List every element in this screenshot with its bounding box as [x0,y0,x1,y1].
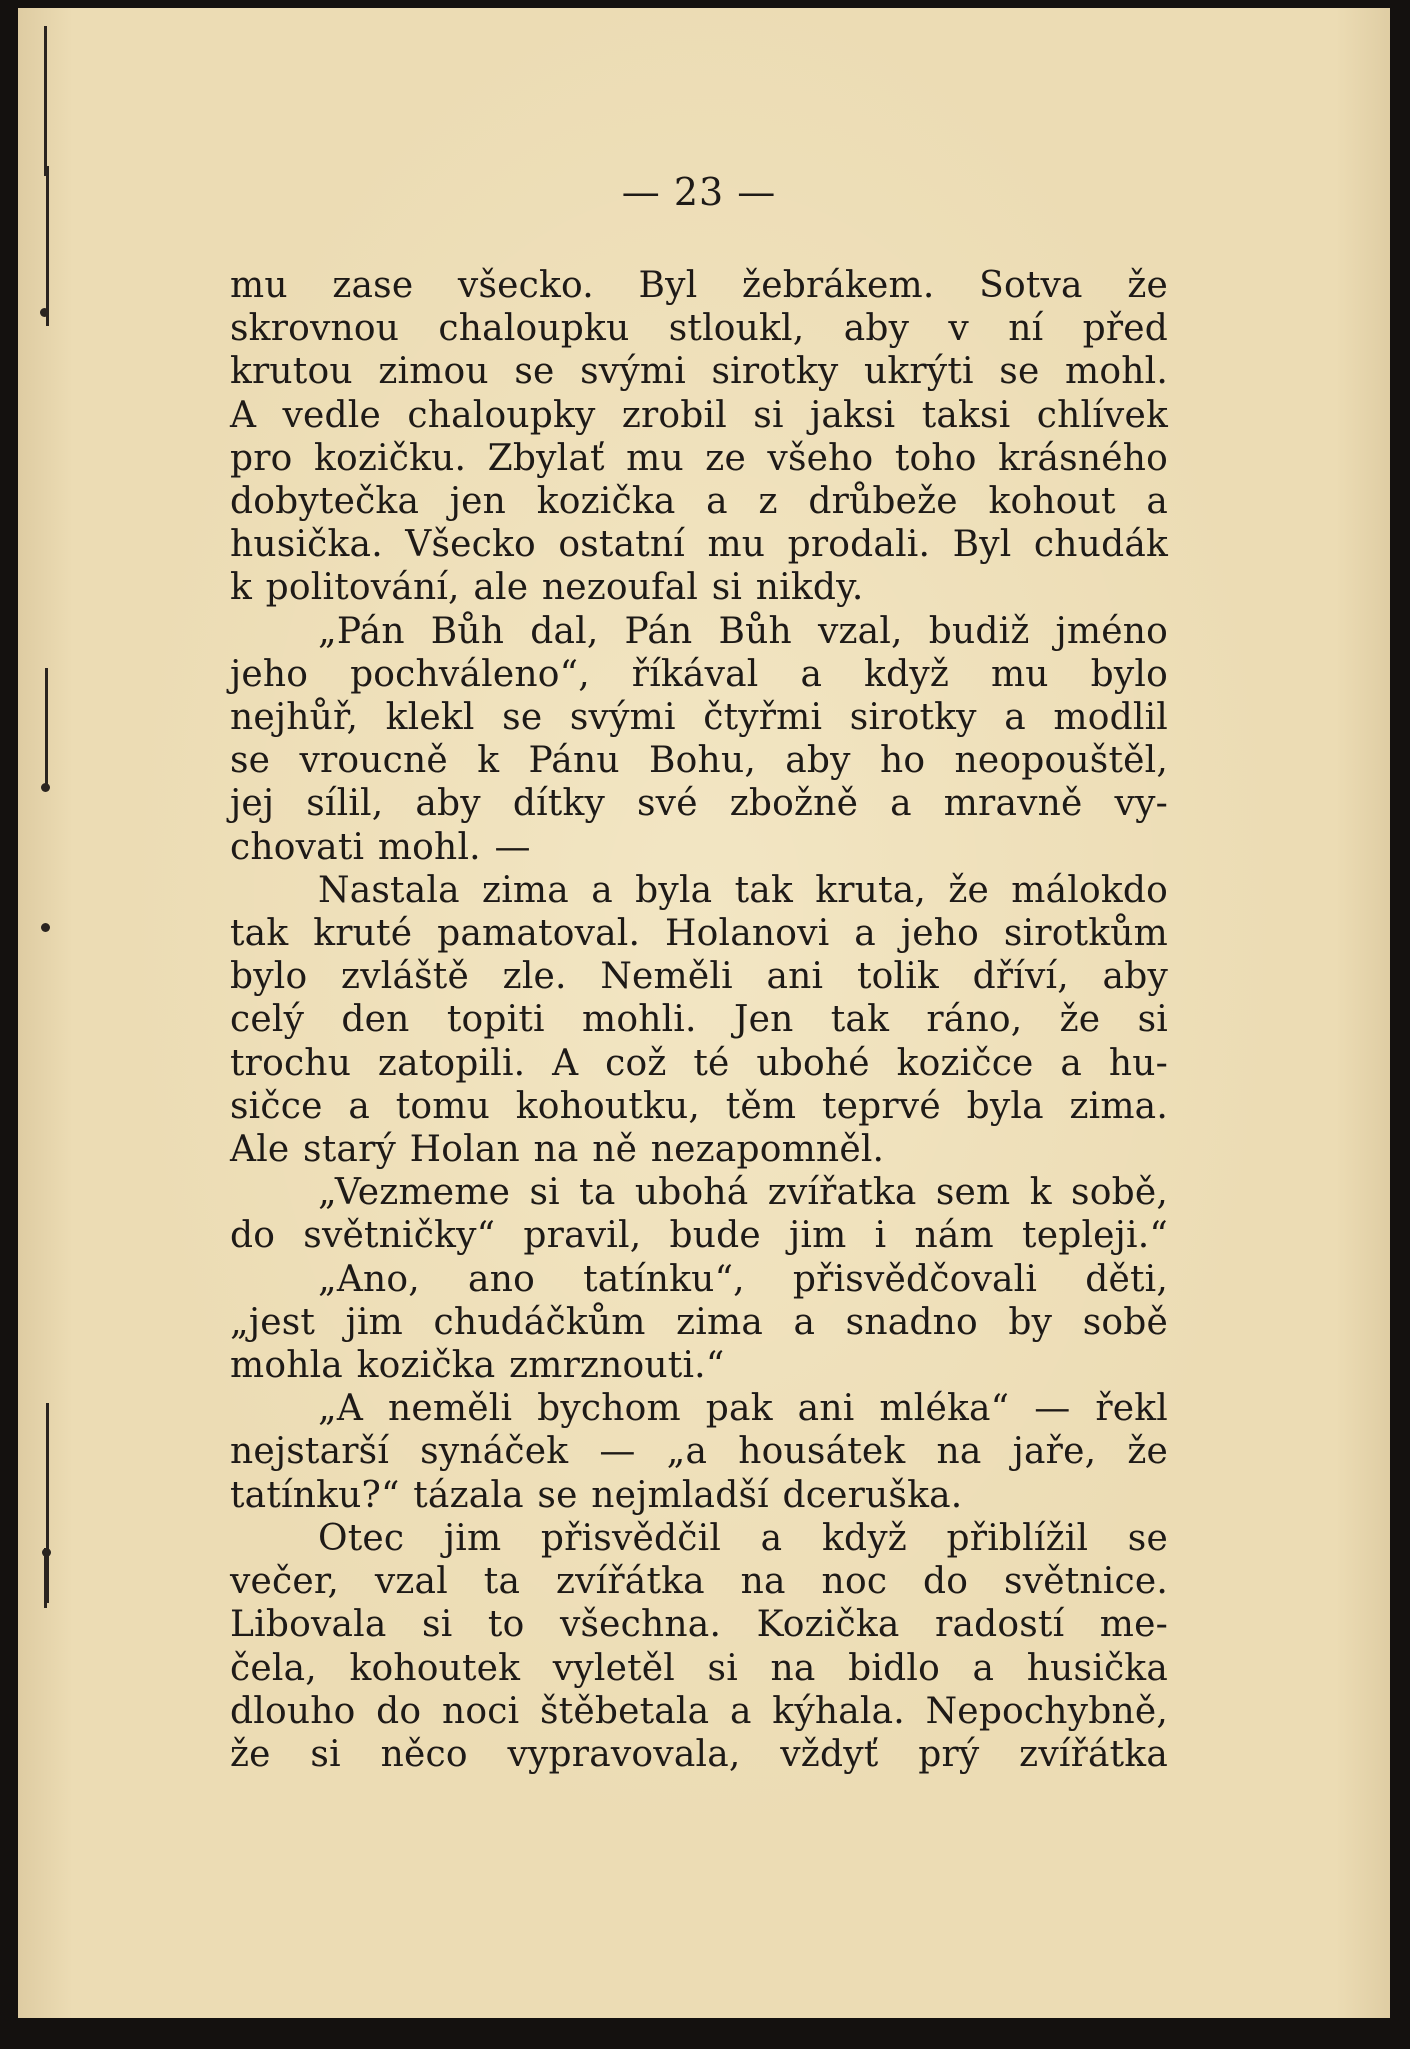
text-line: dobytečka jen kozička a z drůbeže kohout a [230,481,1168,523]
text-line: nejhůř, klekl se svými čtyřmi sirotky a modlil [230,697,1168,739]
text-line: celý den topiti mohli. Jen tak ráno, že si [230,999,1168,1041]
text-line: Otec jim přisvědčil a když přiblížil se [318,1517,1168,1559]
text-line: Nastala zima a byla tak kruta, že málokdo [318,869,1168,911]
text-line: mohla kozička zmrznouti.“ [230,1345,725,1387]
text-line: husička. Všecko ostatní mu prodali. Byl chudák [230,524,1168,566]
text-line: že si něco vypravovala, vždyť prý zvířátka [230,1733,1168,1775]
binding-mark [41,923,50,932]
text-line: krutou zimou se svými sirotky ukrýti se mohl. [230,351,1168,393]
text-block [230,168,1168,1776]
text-line: mu zase všecko. Byl žebrákem. Sotva že [230,265,1168,306]
text-line: „Vezmeme si ta ubohá zvířatka sem k sobě, [318,1172,1168,1214]
paper-sheet [18,8,1390,2018]
binding-mark [40,308,49,317]
text-line: do světničky“ pravil, bude jim i nám tepleji.“ [230,1215,1168,1257]
text-line: „jest jim chudáčkům zima a snadno by sobě [230,1301,1168,1343]
text-line: trochu zatopili. A což té ubohé kozičce a hu- [230,1042,1168,1084]
binding-thread [46,166,49,326]
text-line: „A neměli bychom pak ani mléka“ — řekl [318,1388,1168,1430]
text-line: dlouho do noci štěbetala a kýhala. Nepochybně, [230,1690,1168,1732]
text-line: jeho pochváleno“, říkával a když mu bylo [230,653,1168,695]
binding-thread [44,26,47,176]
text-line: k politování, ale nezoufal si nikdy. [230,567,864,609]
text-line: sičce a tomu kohoutku, těm teprvé byla zima. [230,1085,1168,1127]
text-line: skrovnou chaloupku stloukl, aby v ní před [230,308,1168,350]
text-line: „Pán Bůh dal, Pán Bůh vzal, budiž jméno [318,610,1168,652]
text-line: pro kozičku. Zbylať mu ze všeho toho krásného [230,437,1168,479]
binding-thread [44,1548,47,1608]
text-line: A vedle chaloupky zrobil si jaksi taksi chlívek [230,394,1168,436]
text-line: Libovala si to všechna. Kozička radostí me- [230,1604,1168,1646]
text-line: tatínku?“ tázala se nejmladší dceruška. [230,1474,963,1516]
binding-mark [42,1548,51,1557]
text-line: „Ano, ano tatínku“, přisvědčovali děti, [318,1258,1168,1300]
page-number: — 23 — [621,170,777,214]
text-line: tak kruté pamatoval. Holanovi a jeho sirotkům [230,913,1168,955]
text-line: Ale starý Holan na ně nezapomněl. [230,1129,885,1171]
text-line: chovati mohl. — [230,826,531,868]
text-line: večer, vzal ta zvířátka na noc do světnice. [230,1561,1168,1603]
binding-mark [41,783,50,792]
text-line: bylo zvláště zle. Neměli ani tolik dříví, aby [230,956,1168,998]
text-line: čela, kohoutek vyletěl si na bidlo a husička [230,1647,1168,1689]
binding-thread [45,668,48,788]
text-line: jej sílil, aby dítky své zbožně a mravně vy- [230,783,1168,825]
text-line: se vroucně k Pánu Bohu, aby ho neopouštěl, [230,740,1168,782]
body-text [230,264,1168,1776]
text-line: nejstarší synáček — „a housátek na jaře, že [230,1431,1168,1473]
